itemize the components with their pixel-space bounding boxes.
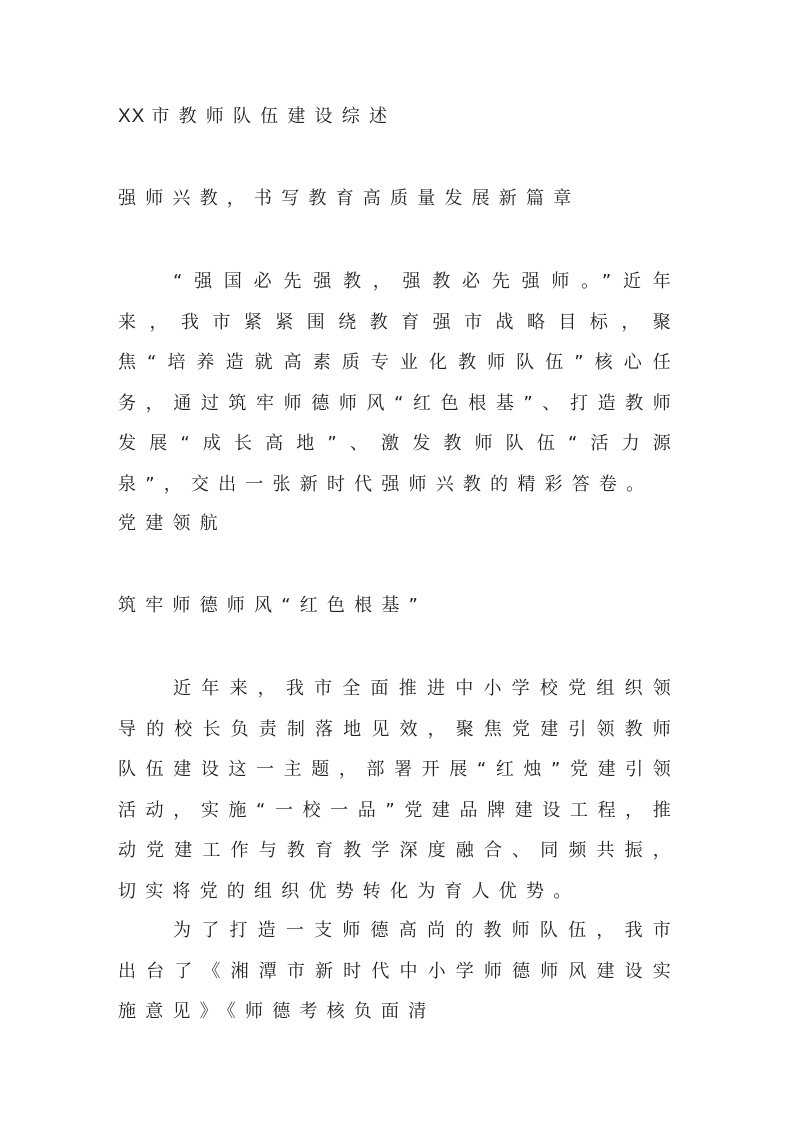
section-paragraph-1: 近年来，我市全面推进中小学校党组织领导的校长负责制落地见效，聚焦党建引领教师队伍建设这一主题，部署开展“红烛”党建引领活动，实施“一校一品”党建品牌建设工程，推动党建工作与教育教学深度融合、同频共振，切实将党的组织优势转化为育人优势。 [118, 678, 680, 902]
document-subtitle: 强师兴教，书写教育高质量发展新篇章 [118, 188, 581, 209]
document-title [118, 105, 396, 129]
section-heading: 党建领航 [118, 513, 227, 534]
section-subheading: 筑牢师德师风“红色根基” [118, 595, 428, 616]
intro-paragraph: “强国必先强教，强教必先强师。”近年来，我市紧紧围绕教育强市战略目标，聚焦“培养造就高素质专业化教师队伍”核心任务，通过筑牢师德师风“红色根基”、打造教师发展“成长高地”、激发教师队伍“活力源泉”，交出一张新时代强师兴教的精彩答卷。 [118, 271, 680, 495]
title-prefix: XX [118, 106, 146, 127]
title-text: 市教师队伍建设综述 [151, 106, 397, 127]
section-paragraph-2: 为了打造一支师德高尚的教师队伍，我市出台了《湘潭市新时代中小学师德师风建设实施意见》《师德考核负面清 [118, 920, 680, 1022]
